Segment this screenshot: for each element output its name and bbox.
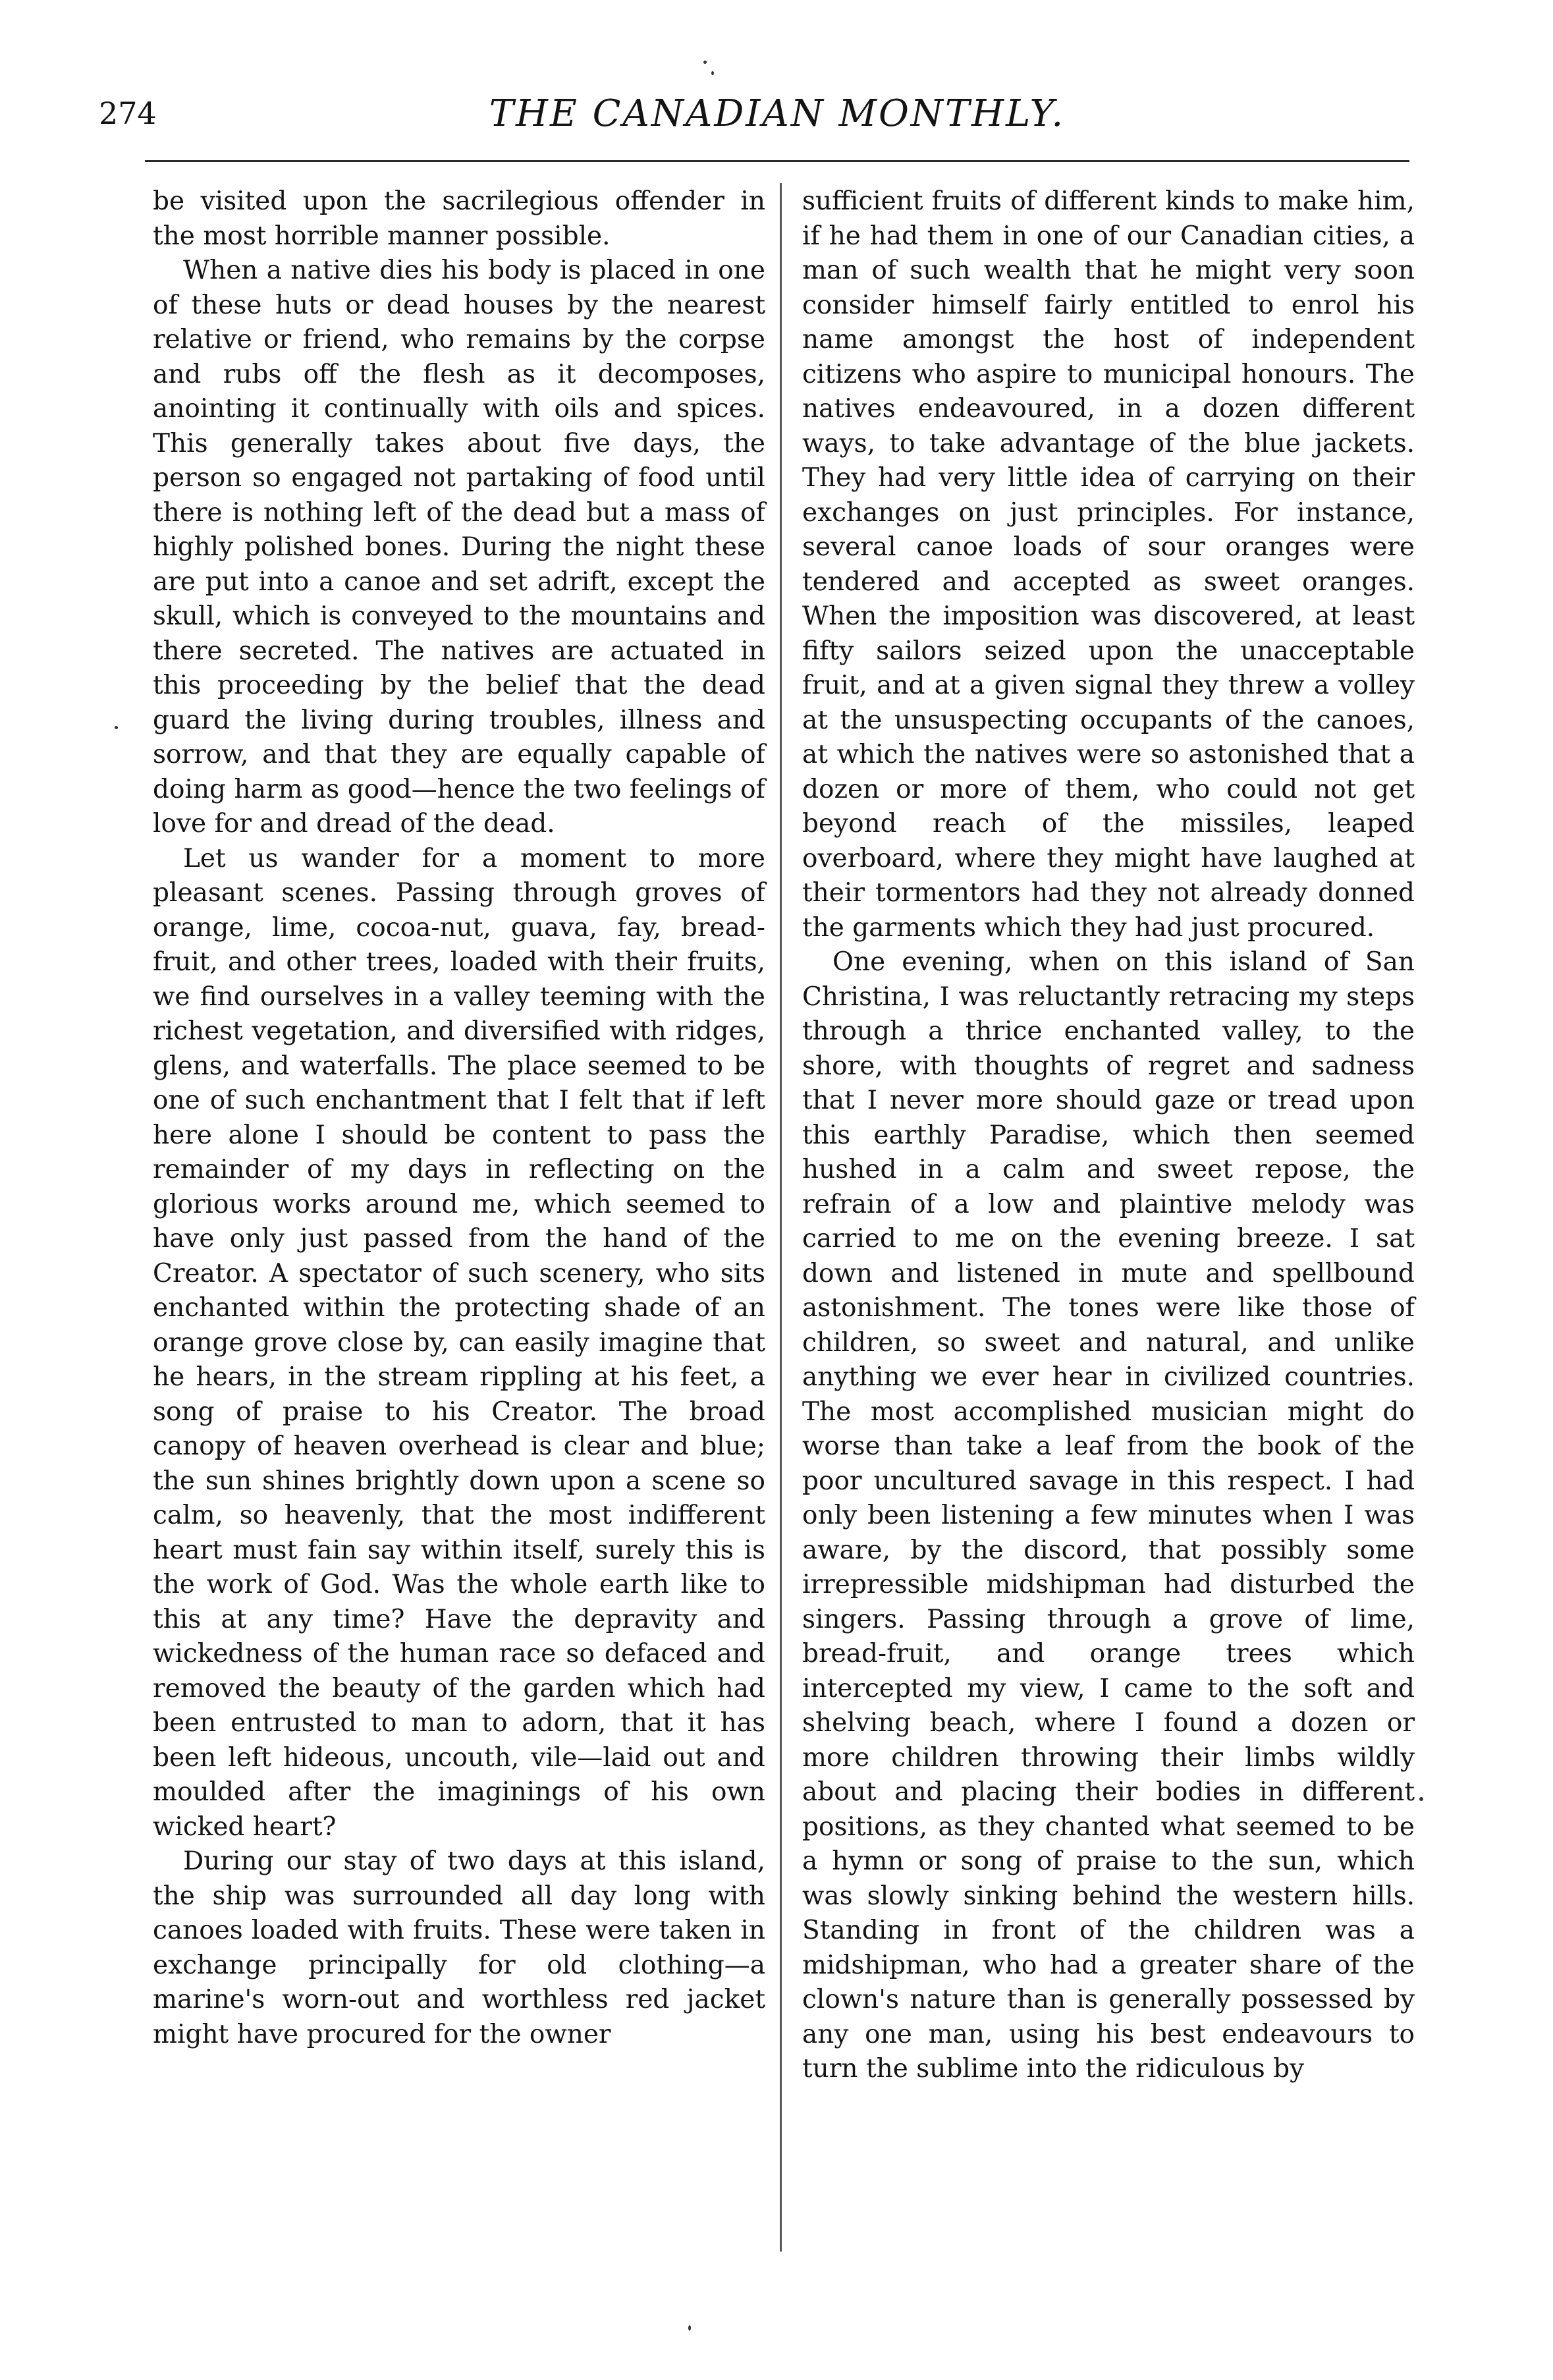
paragraph: During our stay of two days at this island, the ship was surrounded all day long with canoes loaded with fruits. These were taken in exchange principally for old clothing—a marine's worn-out and worthless red jacket might have procured for the owner [153, 1846, 765, 2049]
print-speck [688, 2325, 691, 2331]
column-rule [780, 183, 782, 2252]
print-speck [115, 726, 118, 729]
right-column [802, 184, 1415, 2087]
paragraph: sufficient fruits of different kinds to make him, if he had them in one of our Canadian cities, a man of such wealth that he might very soon consider himself fairly entitled to enrol his name amongst the host of independent citizens who aspire to municipal honours. The natives endeavoured, in a dozen different ways, to take advantage of the blue jackets. They had very little idea of carrying on their exchanges on just principles. For instance, several canoe loads of sour oranges were tendered and accepted as sweet oranges. When the imposition was discovered, at least fifty sailors seized upon the unacceptable fruit, and at a given signal they threw a volley at the unsuspecting occupants of the canoes, at which the natives were so astonished that a dozen or more of them, who could not get beyond reach of the missiles, leaped overboard, where they might have laughed at their tormentors had they not already donned the garments which they had just procured. [802, 186, 1415, 943]
page-header [99, 86, 1456, 145]
print-speck [703, 61, 707, 64]
paragraph: Let us wander for a moment to more pleasant scenes. Passing through groves of orange, lime, cocoa-nut, guava, fay, bread-fruit, and other trees, loaded with their fruits, we find ourselves in a valley teeming with the richest vegetation, and diversified with ridges, glens, and waterfalls. The place seemed to be one of such enchantment that I felt that if left here alone I should be content to pass the remainder of my days in reflecting on the glorious works around me, which seemed to have only just passed from the hand of the Creator. A spectator of such scenery, who sits enchanted within the protecting shade of an orange grove close by, can easily imagine that he hears, in the stream rippling at his feet, a song of praise to his Creator. The broad canopy of heaven overhead is clear and blue; the sun shines brightly down upon a scene so calm, so heavenly, that the most indifferent heart must fain say within itself, surely this is the work of God. Was the whole earth like to this at any time? Have the depravity and wickedness of the human race so defaced and removed the beauty of the garden which had been entrusted to man to adorn, that it has been left hideous, uncouth, vile—laid out and moulded after the imaginings of his own wicked heart? [153, 843, 765, 1842]
paragraph: be visited upon the sacrilegious offender in the most horrible manner possible. [153, 186, 765, 251]
running-title: THE CANADIAN MONTHLY. [489, 92, 1066, 135]
header-rule [145, 160, 1409, 162]
page-number: 274 [99, 96, 157, 131]
paragraph: One evening, when on this island of San Christina, I was reluctantly retracing my steps through a thrice enchanted valley, to the shore, with thoughts of regret and sadness that I never more should gaze or tread upon this earthly Paradise, which then seemed hushed in a calm and sweet repose, the refrain of a low and plaintive melody was carried to me on the evening breeze. I sat down and listened in mute and spellbound astonishment. The tones were like those of children, so sweet and natural, and unlike anything we ever hear in civilized countries. The most accomplished musician might do worse than take a leaf from the book of the poor uncultured savage in this respect. I had only been listening a few minutes when I was aware, by the discord, that possibly some irrepressible midshipman had disturbed the singers. Passing through a grove of lime, bread-fruit, and orange trees which intercepted my view, I came to the soft and shelving beach, where I found a dozen or more children throwing their limbs wildly about and placing their bodies in different positions, as they chanted what seemed to be a hymn or song of praise to the sun, which was slowly sinking behind the western hills. Standing in front of the children was a midshipman, who had a greater share of the clown's nature than is generally possessed by any one man, using his best endeavours to turn the sublime into the ridiculous by [802, 947, 1415, 2084]
print-speck [1419, 1797, 1423, 1801]
print-speck [711, 71, 714, 75]
left-column [153, 184, 765, 2052]
paragraph: When a native dies his body is placed in one of these huts or dead houses by the nearest relative or friend, who remains by the corpse and rubs off the flesh as it decomposes, anointing it continually with oils and spices. This generally takes about five days, the person so engaged not partaking of food until there is nothing left of the dead but a mass of highly polished bones. During the night these are put into a canoe and set adrift, except the skull, which is conveyed to the mountains and there secreted. The natives are actuated in this proceeding by the belief that the dead guard the living during troubles, illness and sorrow, and that they are equally capable of doing harm as good—hence the two feelings of love for and dread of the dead. [153, 256, 765, 839]
